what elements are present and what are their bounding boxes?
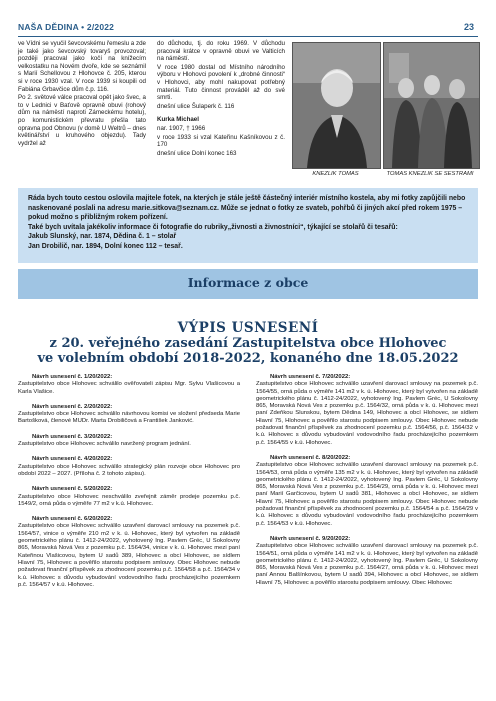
resolution-item: [256, 455, 478, 528]
resolution-text: Zastupitelstvo obce Hlohovec schválilo návrhovou komisi ve složení předseda Marie Bartošková, členové MUDr. Marta Drobiličová a František Janković.: [18, 411, 240, 425]
info-box: [18, 188, 478, 263]
resolution-text: Zastupitelstvo obce Hlohovec neschválilo zveřejnit záměr prodeje pozemku p.č. 1549/2, orná půda o výměře 77 m2 v k.ú. Hlohovec.: [18, 493, 240, 507]
person-detail: dnešní ulice Dolní konec 163: [157, 149, 237, 157]
info-line: Ráda bych touto cestou oslovila majitele fotek, na kterých je stále ještě částečný interiér místního kostela, aby mi fotky zapůjčili nebo naskenované poslali na adresu marie.sitkova@seznam.cz. Může se jednat o fotky ze svateb, pohřbů či jiných akcí před rokem 1975 – pokud možno s přibližným rokem pořízení.: [28, 195, 466, 222]
running-header: NAŠA DĚDINA • 2/2022: [18, 22, 115, 32]
group-photo: [383, 42, 480, 169]
resolutions-right-column: [256, 374, 478, 595]
article-column-2: [157, 40, 285, 158]
article-column-1: [18, 40, 146, 148]
address-line: dnešní ulice Šulaperk č. 116: [157, 102, 235, 110]
info-line: Jan Drobilič, nar. 1894, Dolní konec 112 – tesař.: [28, 242, 183, 250]
resolution-text: Zastupitelstvo obce Hlohovec schválilo navržený program jednání.: [18, 441, 191, 448]
photo-caption: TOMAS KNEZLIK SE SESTRAMI: [386, 171, 474, 177]
resolution-item: [18, 456, 240, 478]
info-line: Také bych uvítala jakékoliv informace či fotografie do rubriky„živnosti a živnostníci“, týkající se stolařů či tesařů:: [28, 223, 398, 231]
article-paragraph: ve Vídni se vyučil ševcovskému řemeslu a zde je také jako ševcovský tovaryš provozoval; později pracoval jako kočí na knížecím velkostatku na Novém dvoře, kde se seznámil s Marií Schellovou z Hlohovce č. 205, kterou si v roce 1930 vzal. V roce 1939 si koupili od Fabiána Grbavčice dům č.p. 116.: [18, 40, 146, 93]
resolution-number: Návrh usnesení č. 4/20/2022:: [32, 456, 113, 463]
group-figures: [384, 43, 479, 168]
person-name: Kurka Michael: [157, 116, 199, 124]
resolution-number: Návrh usnesení č. 1/20/2022:: [32, 374, 113, 380]
article-paragraph: V roce 1980 dostal od Místního národního výboru v Hlohovci povolení k „drobné činnosti“ v Hlohovci, aby mohl nakupovat potřebný materiál. Tuto činnost prováděl až do své smrti.: [157, 63, 285, 102]
resolution-number: Návrh usnesení č. 5/20/2022:: [32, 486, 113, 493]
photo-caption: KNEZLIK TOMAS: [312, 171, 359, 177]
resolution-text: Zastupitelstvo obce Hlohovec schválilo strategický plán rozvoje obce Hlohovec pro období 2022 – 2027. (Příloha č. 2 tohoto zápisu).: [18, 463, 240, 477]
resolution-number: Návrh usnesení č. 2/20/2022:: [32, 403, 113, 410]
resolution-text: Zastupitelstvo obce Hlohovec schválilo uzavření darovací smlouvy na pozemek p.č. 1564/57, vinice o výměře 210 m2 v k. ú. Hlohovec, který byl vytvořen na základě geometrického plánu č. 1412-24/2022, vyhotovený Ing. Pavlem Gréc, U Sokolovny 865, Moravská Nová Ves z pozemku p.č. 1564/34, vinice v k. ú. Hlohovec mezi paní Kateřinou Vlašicovou, bytem U sadů 389, Hlohovec a obcí Hlohovec, se sídlem Hlavní 75, Hlohovec a pověřilo starostu podpisem smlouvy. Obec Hlohovec nebude požadovat finanční příspěvek za zhodnocení pozemku p.č. 1564/58 a p.č. 1564/34 v k.ú. Hlohovec s důvodu vybudování vodovodního řadu procházejícího pozemkem p.č. 1564/57 v k.ú. Hlohovec.: [18, 523, 240, 588]
section-title: Informace z obce: [187, 275, 309, 290]
header-rule: [18, 36, 478, 37]
resolution-number: Návrh usnesení č. 3/20/2022:: [32, 433, 113, 440]
resolution-number: Návrh usnesení č. 8/20/2022:: [270, 454, 351, 461]
article-paragraph: do důchodu, tj. do roku 1969. V důchodu pracoval krátce v opravně obuvi ve Valticích na náměstí.: [157, 40, 285, 63]
article-paragraph: Po 2. světové válce pracoval opět jako švec, a to v Lednici v Baťově opravně obuvi (rohový dům na náměstí naproti Zámeckému hotelu), po komunistickém převratu přešla tato opravna pod Obnovu (v domě U Weltrů – dnes květinářství u kruhového objezdu). Tady vydržel až: [18, 94, 146, 147]
main-subtitle: ve volebním období 2018-2022, konaného dne 18.05.2022: [37, 351, 459, 366]
portrait-photo: [292, 42, 381, 169]
resolution-number: Návrh usnesení č. 7/20/2022:: [270, 374, 351, 380]
resolution-item: [18, 434, 240, 449]
main-subtitle: z 20. veřejného zasedání Zastupitelstva obce Hlohovec: [49, 336, 447, 351]
page-number: 23: [463, 22, 474, 32]
portrait-figure: [293, 43, 380, 168]
resolution-number: Návrh usnesení č. 6/20/2022:: [32, 516, 113, 523]
resolution-number: Návrh usnesení č. 9/20/2022:: [270, 535, 351, 542]
resolution-item: [18, 486, 240, 508]
person-detail: v roce 1933 si vzal Kateřinu Kašníkovou z č. 170: [157, 133, 285, 149]
resolution-item: [18, 374, 240, 396]
resolution-text: Zastupitelstvo obce Hlohovec schválilo uzavření darovací smlouvy na pozemek p.č. 1564/55, orná půda o výměře 141 m2 v k. ú. Hlohovec, který byl vytvořen na základě geometrického plánu č. 1412-24/2022, vyhotovený Ing. Pavlem Gréc, U Sokolovny 865, Moravská Nová Ves z pozemku p.č. 1564/32, orná půda v k. ú. Hlohovec mezi paní Zdeňkou Slunskou, bytem Dědina 149, Hlohovec a obcí Hlohovec, se sídlem Hlavní 75, Hlohovec a pověřilo starostu podpisem smlouvy. Obec Hlohovec nebude požadovat finanční příspěvek za zhodnocení pozemku p.č. 1564/56, p.č. 1564/32 v k.ú. Hlohovec s důvodu vybudování vodovodního řadu procházejícího pozemkem p.č. 1564/55 v k.ú. Hlohovec.: [256, 381, 478, 446]
resolution-text: Zastupitelstvo obce Hlohovec schválilo uzavření darovací smlouvy na pozemek p.č. 1564/51, orná půda o výměře 141 m2 v k. ú. Hlohovec, který byl vytvořen na základě geometrického plánu č. 1412-24/2022, vyhotovený Ing. Pavlem Gréc, U Sokolovny 865, Moravská Nová Ves z pozemku p.č. 1564/27, orná půda v k. ú. Hlohovec mezi paní Annou Balšínkovou, bytem U sadů 394, Hlohovec a obcí Hlohovec, se sídlem Hlavní 75, Hlohovec a pověřilo starostu podpisem smlouvy. Obec Hlohovec: [256, 543, 478, 586]
resolution-text: Zastupitelstvo obce Hlohovec schválilo ověřovateli zápisu Mgr. Sylvu Vlašicovou a Karla Vlašice.: [18, 381, 240, 395]
resolution-text: Zastupitelstvo obce Hlohovec schválilo uzavření darovací smlouvy na pozemek p.č. 1564/53, orná půda o výměře 135 m2 v k. ú. Hlohovec, který byl vytvořen na základě geometrického plánu č. 1412-24/2022, vyhotovený Ing. Pavlem Gréc, U Sokolovny 865, Moravská Nová Ves z pozemku p.č. 1564/29, orná půda v k. ú. Hlohovec mezi paní Marií Garčicovou, bytem U sadů 381, Hlohovec a obcí Hlohovec, se sídlem Hlavní 75, Hlohovec a pověřilo starostu podpisem smlouvy. Obec Hlohovec nebude požadovat finanční příspěvek za zhodnocení pozemku p.č. 1564/54 a p.č. 1564/29 v k.ú. Hlohovec s důvodu vybudování vodovodního řadu procházejícího pozemkem p.č. 1564/53 v k.ú. Hlohovec.: [256, 462, 478, 527]
info-line: Jakub Slunský, nar. 1874, Dědina č. 1 – stolař: [28, 233, 177, 241]
main-title: VÝPIS USNESENÍ: [177, 320, 319, 336]
person-detail: nar. 1907, † 1966: [157, 124, 206, 132]
resolution-item: [18, 404, 240, 426]
resolutions-left-column: [18, 374, 240, 597]
resolution-item: [18, 516, 240, 589]
resolution-item: [256, 374, 478, 447]
resolution-item: [256, 536, 478, 587]
